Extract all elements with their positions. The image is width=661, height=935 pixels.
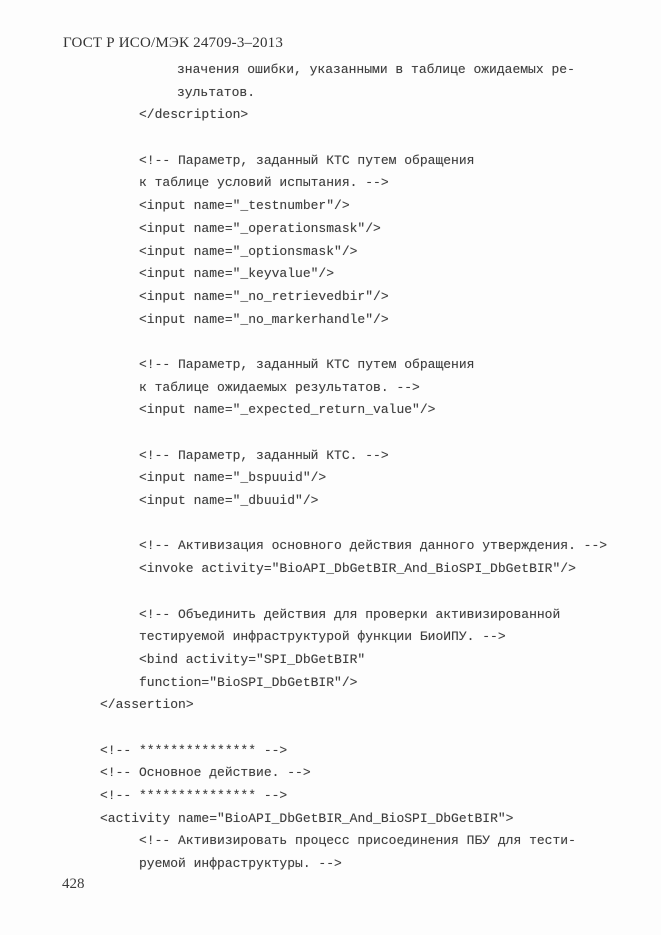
- code-line: <!-- *************** -->: [100, 742, 288, 758]
- code-line: function="BioSPI_DbGetBIR"/>: [139, 674, 358, 690]
- blank-line: [0, 127, 661, 150]
- code-line: </description>: [139, 107, 249, 123]
- code-line: значения ошибки, указанными в таблице ожидаемых ре-: [177, 62, 575, 77]
- code-line: </assertion>: [100, 697, 194, 713]
- code-line: <input name="_no_retrievedbir"/>: [139, 288, 389, 304]
- blank-line: [0, 581, 661, 604]
- code-line: к таблице условий испытания. -->: [139, 175, 389, 191]
- code-line: <bind activity="SPI_DbGetBIR": [139, 651, 366, 667]
- code-line: <input name="_keyvalue"/>: [139, 266, 335, 282]
- code-line: зультатов.: [177, 84, 256, 100]
- code-line: тестируемой инфраструктурой функции БиоИПУ. -->: [139, 629, 506, 645]
- document-header: ГОСТ Р ИСО/МЭК 24709-3–2013: [63, 35, 284, 51]
- code-line: <input name="_expected_return_value"/>: [139, 402, 436, 418]
- code-line: <!-- Объединить действия для проверки активизированной: [139, 606, 561, 622]
- code-line: <!-- Основное действие. -->: [100, 765, 311, 781]
- code-line: <input name="_operationsmask"/>: [139, 220, 381, 236]
- code-line: <activity name="BioAPI_DbGetBIR_And_BioSPI_DbGetBIR">: [100, 810, 514, 826]
- blank-line: [0, 513, 661, 536]
- blank-line: [0, 422, 661, 445]
- xml-code-listing: [0, 59, 661, 876]
- blank-line: [0, 331, 661, 354]
- code-line: <!-- Параметр, заданный КТС путем обращения: [139, 356, 475, 372]
- code-line: <invoke activity="BioAPI_DbGetBIR_And_BioSPI_DbGetBIR"/>: [139, 561, 576, 577]
- blank-line: [0, 717, 661, 740]
- code-line: <!-- Активизация основного действия данного утверждения. -->: [139, 538, 608, 554]
- page-number: 428: [62, 876, 85, 892]
- code-line: <input name="_testnumber"/>: [139, 198, 350, 214]
- code-line: <!-- Активизировать процесс присоединения ПБУ для тести-: [139, 833, 576, 849]
- code-line: к таблице ожидаемых результатов. -->: [139, 379, 420, 395]
- code-line: <!-- Параметр, заданный КТС. -->: [139, 447, 389, 463]
- code-line: <input name="_no_markerhandle"/>: [139, 311, 389, 327]
- code-line: <!-- *************** -->: [100, 788, 288, 803]
- code-line: <!-- Параметр, заданный КТС путем обращения: [139, 152, 475, 168]
- code-line: <input name="_bspuuid"/>: [139, 470, 327, 486]
- code-line: <input name="_dbuuid"/>: [139, 493, 319, 509]
- code-line: <input name="_optionsmask"/>: [139, 243, 358, 259]
- code-line: руемой инфраструктуры. -->: [139, 856, 342, 872]
